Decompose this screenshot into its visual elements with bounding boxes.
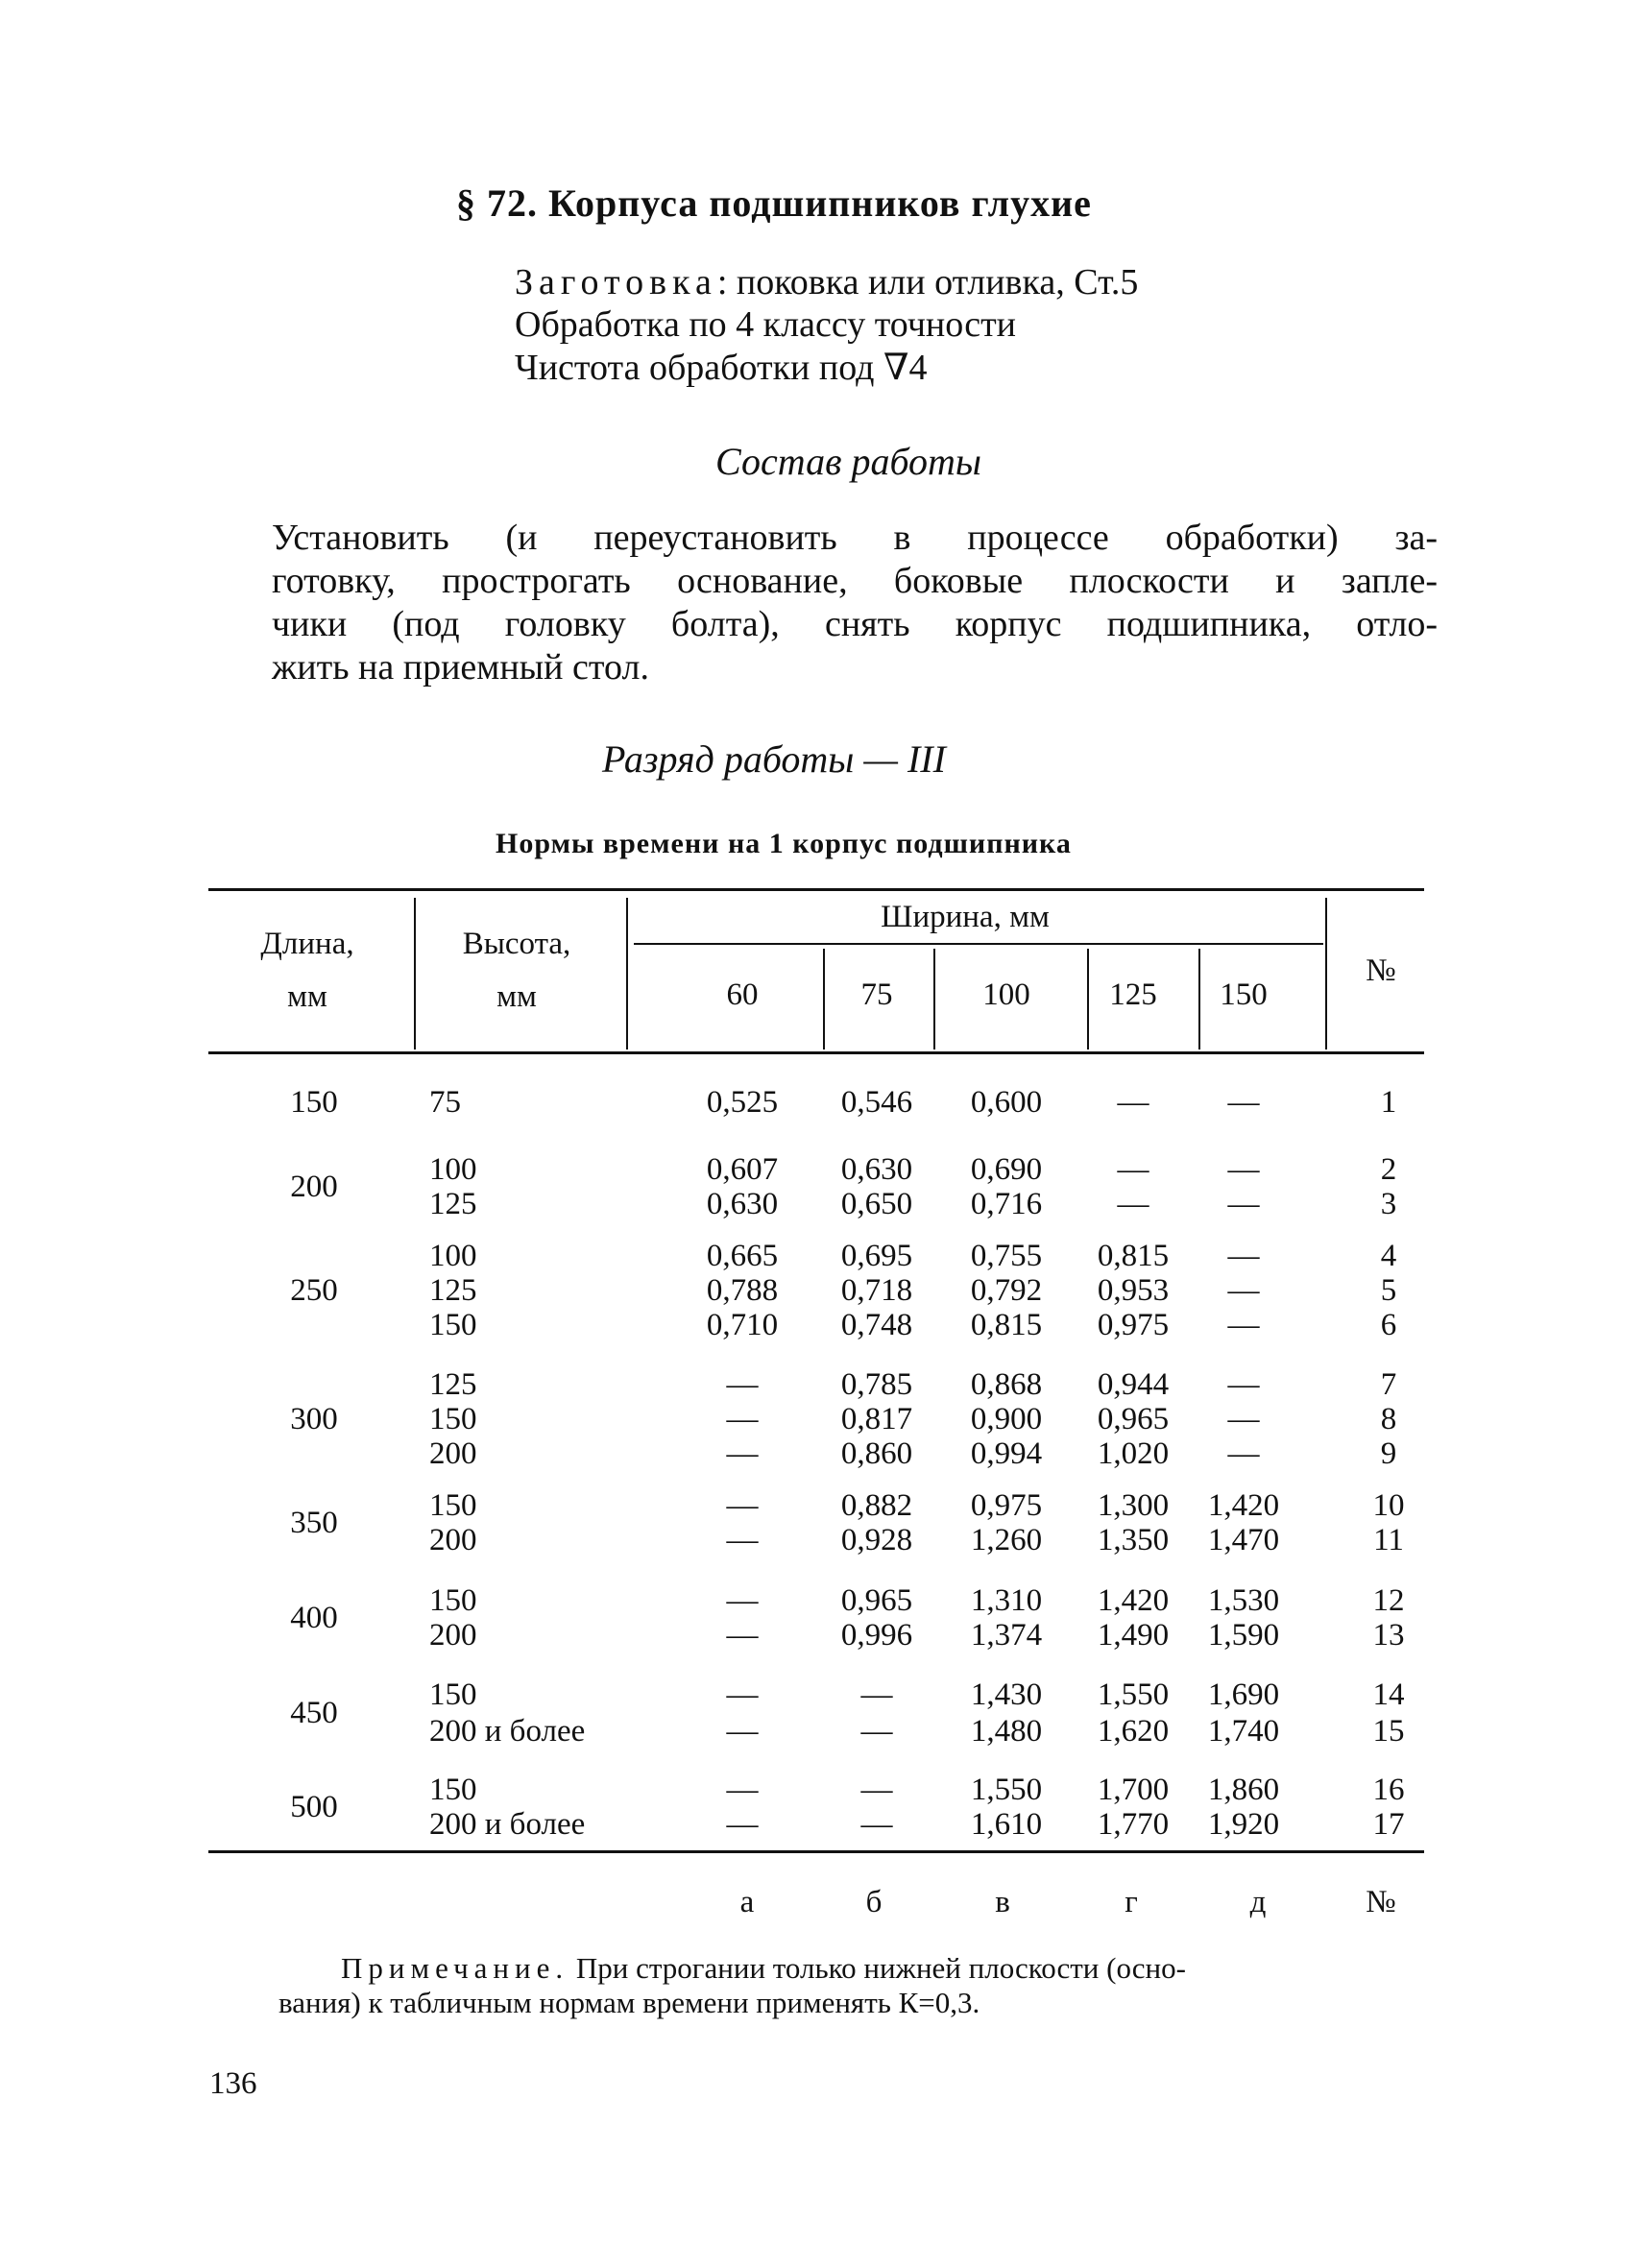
value-cell-width-125: 1,020 [1097,1436,1170,1471]
note-label: Примечание. [341,1951,569,1985]
value-cell-width-60: 0,525 [706,1085,779,1120]
table-header-rule [208,1051,1424,1054]
value-cell-width-60: — [726,1807,759,1842]
spec-finish-line: Чистота обработки под ∇4 [515,348,928,388]
note-line-1 [341,1951,1186,1986]
work-grade: Разряд работы — III [602,737,946,781]
value-cell-width-60: 0,665 [706,1239,779,1273]
header-divider-125 [1198,949,1200,1050]
value-cell-width-75: 0,965 [840,1583,913,1618]
length-cell: 250 [290,1273,338,1308]
length-cell: 200 [290,1170,338,1204]
table-top-rule [208,888,1424,891]
header-width-150: 150 [1220,977,1268,1012]
value-cell-width-100: 1,260 [970,1523,1043,1557]
value-cell-width-100: 0,755 [970,1239,1043,1273]
header-divider-60 [823,949,825,1050]
value-cell-width-75: 0,748 [840,1308,913,1342]
value-cell-width-125: 0,965 [1097,1402,1170,1436]
value-cell-width-150: — [1227,1152,1260,1187]
row-number-cell: 11 [1373,1523,1404,1557]
row-number-cell: 15 [1372,1714,1405,1749]
value-cell-width-100: 1,430 [970,1677,1043,1712]
value-cell-width-100: 0,600 [970,1085,1043,1120]
row-number-cell: 1 [1380,1085,1397,1120]
note-text-1: При строгании только нижней плоскости (осно- [568,1951,1186,1985]
header-height-unit: мм [496,979,537,1014]
value-cell-width-75: 0,785 [840,1367,913,1402]
height-cell: 150 [429,1488,477,1523]
height-cell: 100 [429,1239,477,1273]
height-cell: 200 и более [429,1807,586,1842]
row-number-cell: 2 [1380,1152,1397,1187]
height-cell: 150 [429,1402,477,1436]
height-cell: 150 [429,1308,477,1342]
header-width-100: 100 [982,977,1030,1012]
value-cell-width-125: 0,815 [1097,1239,1170,1273]
value-cell-width-150: — [1227,1085,1260,1120]
value-cell-width-125: — [1117,1187,1149,1221]
value-cell-width-125: 1,300 [1097,1488,1170,1523]
height-cell: 100 [429,1152,477,1187]
value-cell-width-60: — [726,1583,759,1618]
work-text-line-4: жить на приемный стол. [272,647,649,688]
value-cell-width-75: — [860,1677,893,1712]
value-cell-width-150: 1,690 [1207,1677,1280,1712]
value-cell-width-60: 0,607 [706,1152,779,1187]
length-cell: 350 [290,1506,338,1540]
value-cell-width-150: — [1227,1308,1260,1342]
length-cell: 500 [290,1790,338,1824]
value-cell-width-100: 1,310 [970,1583,1043,1618]
spec-blank-value: : поковка или отливка, Ст.5 [716,262,1139,302]
value-cell-width-100: 0,994 [970,1436,1043,1471]
footer-col-a: а [739,1885,755,1919]
value-cell-width-75: — [860,1807,893,1842]
footer-col-b: б [865,1885,883,1919]
value-cell-width-75: 0,630 [840,1152,913,1187]
value-cell-width-125: 0,953 [1097,1273,1170,1308]
header-length-label: Длина, [260,927,354,961]
value-cell-width-125: 1,700 [1097,1773,1170,1807]
work-text-line-1: Установить (и переустановить в процессе обработки) за- [272,518,1438,558]
value-cell-width-60: — [726,1488,759,1523]
value-cell-width-150: 1,860 [1207,1773,1280,1807]
row-number-cell: 8 [1380,1402,1397,1436]
value-cell-width-60: 0,630 [706,1187,779,1221]
value-cell-width-75: 0,860 [840,1436,913,1471]
value-cell-width-150: 1,740 [1207,1714,1280,1749]
header-width-60: 60 [726,977,759,1012]
value-cell-width-150: — [1227,1367,1260,1402]
value-cell-width-100: 0,868 [970,1367,1043,1402]
value-cell-width-75: 0,882 [840,1488,913,1523]
value-cell-width-125: 0,944 [1097,1367,1170,1402]
value-cell-width-100: 0,900 [970,1402,1043,1436]
value-cell-width-125: 1,770 [1097,1807,1170,1842]
value-cell-width-125: — [1117,1152,1149,1187]
value-cell-width-125: 1,420 [1097,1583,1170,1618]
value-cell-width-150: — [1227,1436,1260,1471]
row-number-cell: 3 [1380,1187,1397,1221]
header-divider-75 [933,949,935,1050]
value-cell-width-100: 0,792 [970,1273,1043,1308]
value-cell-width-150: 1,530 [1207,1583,1280,1618]
row-number-cell: 12 [1372,1583,1405,1618]
value-cell-width-150: 1,420 [1207,1488,1280,1523]
value-cell-width-100: 1,550 [970,1773,1043,1807]
value-cell-width-150: — [1227,1273,1260,1308]
length-cell: 300 [290,1402,338,1436]
value-cell-width-100: 0,815 [970,1308,1043,1342]
footer-col-number: № [1366,1885,1396,1919]
value-cell-width-125: 1,550 [1097,1677,1170,1712]
value-cell-width-60: — [726,1367,759,1402]
value-cell-width-75: — [860,1714,893,1749]
value-cell-width-100: 1,610 [970,1807,1043,1842]
spec-accuracy-line: Обработка по 4 классу точности [515,304,1017,345]
value-cell-width-60: — [726,1773,759,1807]
value-cell-width-150: — [1227,1239,1260,1273]
value-cell-width-75: 0,546 [840,1085,913,1120]
value-cell-width-60: — [726,1618,759,1653]
row-number-cell: 10 [1372,1488,1405,1523]
height-cell: 200 [429,1523,477,1557]
height-cell: 200 и более [429,1714,586,1749]
value-cell-width-60: — [726,1523,759,1557]
value-cell-width-100: 0,716 [970,1187,1043,1221]
footer-col-v: в [995,1885,1010,1919]
work-heading: Состав работы [715,440,982,483]
header-divider-150 [1325,898,1327,1050]
work-text-line-3: чики (под головку болта), снять корпус подшипника, отло- [272,604,1438,644]
value-cell-width-125: 0,975 [1097,1308,1170,1342]
footer-col-g: г [1125,1885,1138,1919]
work-text-line-2: готовку, прострогать основание, боковые плоскости и запле- [272,561,1438,601]
value-cell-width-60: — [726,1436,759,1471]
header-width-75: 75 [860,977,893,1012]
value-cell-width-75: 0,996 [840,1618,913,1653]
value-cell-width-125: 1,620 [1097,1714,1170,1749]
value-cell-width-75: 0,650 [840,1187,913,1221]
value-cell-width-125: 1,490 [1097,1618,1170,1653]
value-cell-width-100: 0,690 [970,1152,1043,1187]
value-cell-width-60: 0,788 [706,1273,779,1308]
height-cell: 200 [429,1618,477,1653]
note-line-2: вания) к табличным нормам времени применять К=0,3. [278,1986,980,2019]
row-number-cell: 6 [1380,1308,1397,1342]
value-cell-width-100: 1,480 [970,1714,1043,1749]
header-divider-length [414,898,416,1050]
row-number-cell: 17 [1372,1807,1405,1842]
section-title: § 72. Корпуса подшипников глухие [456,181,1092,225]
header-divider-100 [1087,949,1089,1050]
value-cell-width-75: 0,928 [840,1523,913,1557]
header-height-label: Высота, [462,927,571,961]
height-cell: 150 [429,1677,477,1712]
height-cell: 125 [429,1187,477,1221]
row-number-cell: 9 [1380,1436,1397,1471]
header-width-125: 125 [1109,977,1157,1012]
header-width-group: Ширина, мм [881,900,1050,934]
length-cell: 400 [290,1601,338,1635]
height-cell: 125 [429,1273,477,1308]
height-cell: 75 [429,1085,461,1120]
header-number: № [1366,953,1396,988]
value-cell-width-75: — [860,1773,893,1807]
value-cell-width-75: 0,718 [840,1273,913,1308]
height-cell: 200 [429,1436,477,1471]
height-cell: 150 [429,1583,477,1618]
value-cell-width-60: 0,710 [706,1308,779,1342]
value-cell-width-60: — [726,1677,759,1712]
value-cell-width-75: 0,695 [840,1239,913,1273]
table-bottom-rule [208,1850,1424,1853]
value-cell-width-60: — [726,1402,759,1436]
row-number-cell: 13 [1372,1618,1405,1653]
width-group-rule [634,943,1323,945]
height-cell: 150 [429,1773,477,1807]
value-cell-width-150: — [1227,1187,1260,1221]
page-number: 136 [209,2066,257,2101]
value-cell-width-60: — [726,1714,759,1749]
spec-blank-line [515,261,1138,303]
value-cell-width-125: 1,350 [1097,1523,1170,1557]
spec-blank-label: Заготовка [515,262,717,302]
height-cell: 125 [429,1367,477,1402]
value-cell-width-150: 1,590 [1207,1618,1280,1653]
row-number-cell: 14 [1372,1677,1405,1712]
row-number-cell: 16 [1372,1773,1405,1807]
value-cell-width-150: 1,470 [1207,1523,1280,1557]
value-cell-width-100: 1,374 [970,1618,1043,1653]
footer-col-d: д [1249,1885,1267,1919]
value-cell-width-150: — [1227,1402,1260,1436]
value-cell-width-150: 1,920 [1207,1807,1280,1842]
length-cell: 450 [290,1696,338,1730]
row-number-cell: 4 [1380,1239,1397,1273]
row-number-cell: 7 [1380,1367,1397,1402]
length-cell: 150 [290,1085,338,1120]
header-divider-height [626,898,628,1050]
row-number-cell: 5 [1380,1273,1397,1308]
header-length-unit: мм [287,979,327,1014]
table-caption: Нормы времени на 1 корпус подшипника [496,828,1072,859]
value-cell-width-100: 0,975 [970,1488,1043,1523]
value-cell-width-75: 0,817 [840,1402,913,1436]
value-cell-width-125: — [1117,1085,1149,1120]
